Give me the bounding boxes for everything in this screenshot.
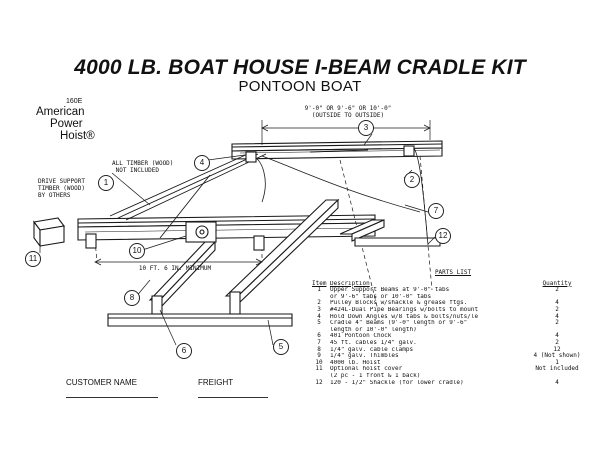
parts-row — [312, 320, 594, 327]
parts-row — [312, 294, 594, 301]
part-item: 4 — [317, 312, 321, 320]
freight-line[interactable] — [198, 397, 268, 398]
part-description: or 9'-6" tabs or 10'-0" tabs — [330, 293, 432, 300]
part-quantity: 4 (Not shown) — [533, 352, 581, 360]
part-description: 45 ft. cables 1/4" galv. — [330, 339, 417, 346]
part-quantity: 4 — [555, 378, 559, 386]
callout-10: 10 — [129, 243, 145, 259]
part-item: 6 — [317, 332, 321, 340]
part-quantity: 4 — [555, 332, 559, 340]
logo-line-1: American — [36, 106, 85, 118]
parts-list — [312, 270, 594, 386]
part-description: #424L-Dual Pipe Bearings w/bolts to mount — [330, 306, 479, 313]
minimum-label: 10 FT. 6 IN. MINIMUM — [138, 265, 212, 272]
upper-front-support-beam — [78, 215, 375, 240]
part-quantity: Not included — [535, 365, 579, 373]
customer-name-label: CUSTOMER NAME — [66, 378, 137, 387]
part-quantity: 12 — [553, 345, 561, 353]
part-quantity: 2 — [555, 319, 559, 327]
part-description: 1/4" galv. cable clamps — [330, 346, 414, 353]
parts-row — [312, 333, 594, 340]
callout-4: 4 — [194, 155, 210, 171]
callout-2: 2 — [404, 172, 420, 188]
part-description: Optional hoist cover — [330, 366, 403, 373]
part-item: 7 — [317, 338, 321, 346]
header-item: Item — [312, 279, 327, 287]
part-item: 1 — [317, 286, 321, 294]
part-description: Pulley Blocks w/shackle & grease ftgs. — [330, 300, 468, 307]
part-quantity: 4 — [555, 299, 559, 307]
callout-12: 12 — [435, 228, 451, 244]
page-subtitle: PONTOON BOAT — [238, 78, 362, 95]
part-item: 8 — [317, 345, 321, 353]
parts-list-header — [312, 281, 594, 288]
customer-name-line[interactable] — [66, 397, 158, 398]
callout-7: 7 — [428, 203, 444, 219]
parts-row — [312, 380, 594, 387]
logo-code: 160E — [66, 98, 83, 105]
part-item: 12 — [315, 378, 323, 386]
part-description: 401 Pontoon Chock — [330, 333, 392, 340]
part-item: 9 — [317, 352, 321, 360]
parts-row — [312, 287, 594, 294]
part-quantity: 2 — [555, 305, 559, 313]
parts-row — [312, 327, 594, 334]
callout-5: 5 — [273, 339, 289, 355]
beam-span-sublabel: (OUTSIDE TO OUTSIDE) — [311, 112, 385, 119]
part-quantity: 2 — [555, 338, 559, 346]
header-description: Description — [330, 280, 370, 287]
header-quantity: Quantity — [542, 279, 572, 287]
callout-11: 11 — [25, 251, 41, 267]
hoist-unit — [186, 222, 216, 242]
part-quantity: 4 — [555, 312, 559, 320]
part-description: (2 pc - 1 front & 1 back) — [330, 372, 421, 379]
parts-row — [312, 340, 594, 347]
logo-line-3: Hoist® — [60, 130, 95, 142]
parts-list-title: PARTS LIST — [434, 269, 472, 276]
part-item: 10 — [315, 358, 323, 366]
parts-row — [312, 373, 594, 380]
callout-1: 1 — [98, 175, 114, 191]
page-title: 4000 LB. BOAT HOUSE I-BEAM CRADLE KIT — [74, 56, 526, 79]
part-item: 11 — [315, 365, 323, 373]
beam-span-label: 9'-0" OR 9'-6" OR 10'-0" — [304, 105, 392, 112]
part-quantity: 1 — [555, 358, 559, 366]
callout-6: 6 — [176, 343, 192, 359]
part-description: 1/4" galv. Thimbles — [330, 353, 399, 360]
callout-8: 8 — [124, 290, 140, 306]
hoist-cover — [34, 218, 64, 246]
part-description: Hold Down Angles w/8 tabs & bolts/nuts/le — [330, 313, 479, 320]
parts-row — [312, 366, 594, 373]
part-item: 3 — [317, 305, 321, 313]
parts-row — [312, 307, 594, 314]
part-description: length or 10'-0" length) — [330, 326, 417, 333]
freight-label: FREIGHT — [198, 378, 234, 387]
part-description: Cradle 4" Beams (9'-0" length or 9'-6" — [330, 320, 468, 327]
parts-row — [312, 314, 594, 321]
timber-note: ALL TIMBER (WOOD) NOT INCLUDED — [112, 160, 174, 174]
part-description: 120 - 1/2" Shackle (for lower cradle) — [330, 379, 464, 386]
part-item: 2 — [317, 299, 321, 307]
part-description: 4000 lb. Hoist — [330, 359, 381, 366]
parts-row — [312, 300, 594, 307]
part-description: Upper Support Beams at 9'-0" tabs — [330, 287, 450, 294]
part-quantity: 2 — [555, 286, 559, 294]
drive-support-note: DRIVE SUPPORT TIMBER (WOOD) BY OTHERS — [38, 178, 85, 199]
part-item: 5 — [317, 319, 321, 327]
parts-row — [312, 353, 594, 360]
callout-3: 3 — [358, 120, 374, 136]
logo-line-2: Power — [50, 118, 83, 130]
